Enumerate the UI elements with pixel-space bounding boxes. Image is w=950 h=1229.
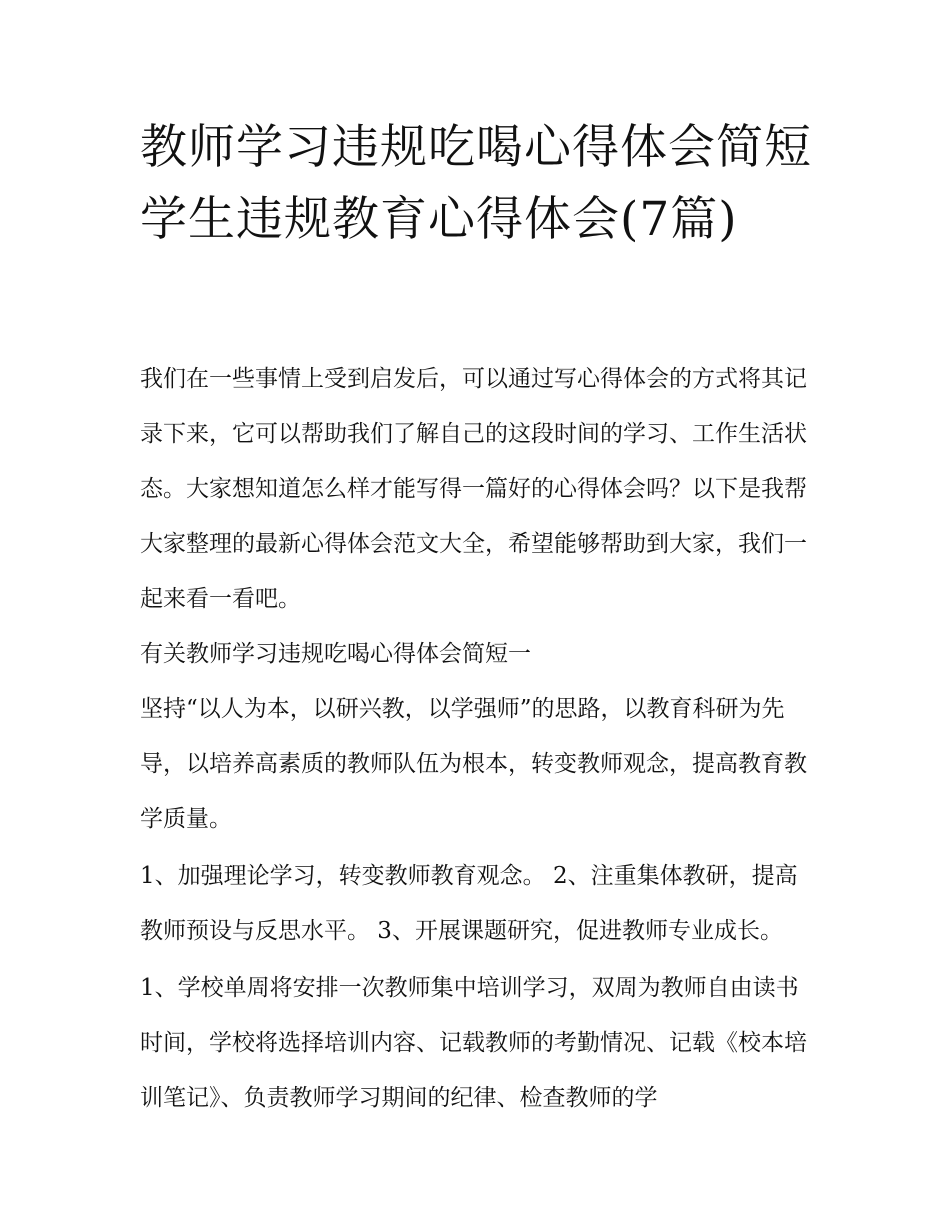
section-heading: 有关教师学习违规吃喝心得体会简短一 (140, 641, 531, 667)
measures-paragraph: 1、学校单周将安排一次教师集中培训学习，双周为教师自由读书时间，学校将选择培训内容、记载教师的考勤情况、记载《校本培训笔记》、负责教师学习期间的纪律、检查教师的学 (140, 975, 807, 1111)
guiding-principle-paragraph: 坚持“以人为本，以研兴教，以学强师”的思路，以教育科研为先导，以培养高素质的教师队伍为根本，转变教师观念，提高教育教学质量。 (140, 696, 807, 832)
document-body (140, 352, 816, 1126)
document-title: 教师学习违规吃喝心得体会简短 学生违规教育心得体会(7篇) (140, 120, 812, 247)
goals-paragraph: 1、加强理论学习，转变教师教育观念。 2、注重集体教研，提高教师预设与反思水平。 3、开展课题研究，促进教师专业成长。 (140, 863, 798, 944)
intro-paragraph: 我们在一些事情上受到启发后，可以通过写心得体会的方式将其记录下来，它可以帮助我们了解自己的这段时间的学习、工作生活状态。大家想知道怎么样才能写得一篇好的心得体会吗？以下是我帮大家整理的最新心得体会范文大全，希望能够帮助到大家，我们一起来看一看吧。 (140, 366, 807, 612)
